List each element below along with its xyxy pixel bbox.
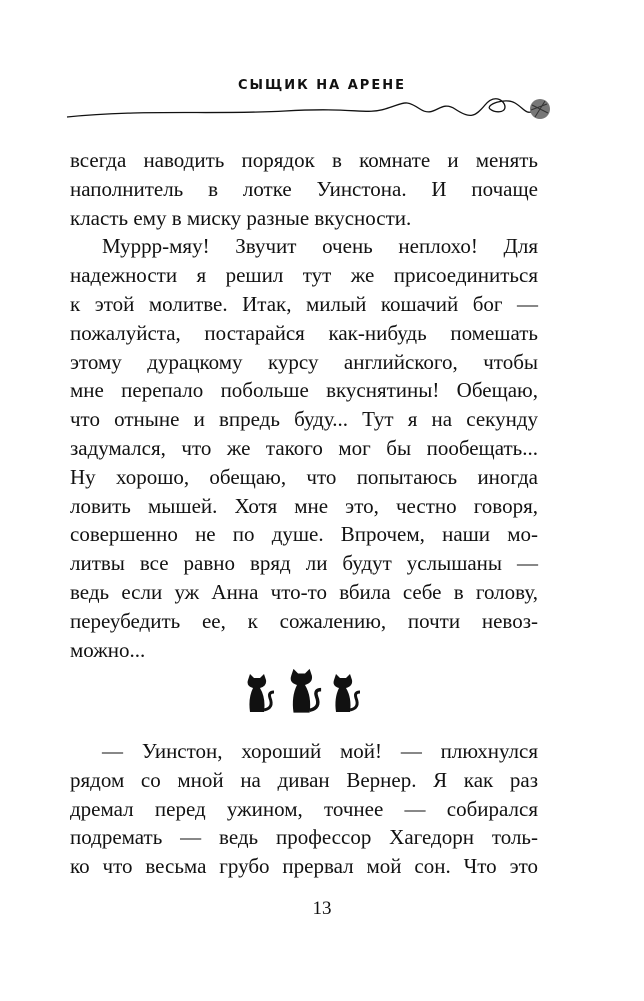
- text-line: класть ему в миску разные вкусности.: [70, 205, 412, 230]
- text-line: ко что весьма грубо прервал мой сон. Что это: [70, 854, 538, 879]
- text-line: этому дурацкому курсу английского, чтобы: [70, 349, 538, 374]
- page-number: 13: [312, 898, 332, 919]
- body-text-block-1: [70, 146, 538, 664]
- text-line: наполнитель в лотке Уинстона. И почаще: [70, 176, 538, 201]
- body-text-block-2: [70, 737, 538, 881]
- text-line: к этой молитве. Итак, милый кошачий бог —: [70, 291, 538, 316]
- text-line: мне перепало побольше вкуснятины! Обещаю,: [70, 378, 538, 403]
- text-line: ловить мышей. Хотя мне это, честно говоря,: [70, 493, 538, 518]
- cat-icon: [248, 674, 274, 712]
- running-title: СЫЩИК НА АРЕНЕ: [238, 78, 406, 93]
- text-line: Ну хорошо, обещаю, что попытаюсь иногда: [70, 464, 538, 489]
- text-line: переубедить ее, к сожалению, почти невоз-: [70, 608, 538, 633]
- cat-icon: [291, 669, 321, 713]
- text-line: надежности я решил тут же присоединиться: [70, 263, 538, 288]
- text-line: подремать — ведь профессор Хагедорн толь-: [70, 825, 538, 850]
- text-line: Муррр-мяу! Звучит очень неплохо! Для: [102, 234, 538, 259]
- text-line: рядом со мной на диван Вернер. Я как раз: [70, 767, 538, 792]
- text-line: дремал перед ужином, точнее — собирался: [70, 796, 538, 821]
- three-cats-ornament-icon: [240, 668, 370, 718]
- text-line: всегда наводить порядок в комнате и менять: [70, 148, 538, 172]
- text-line: что отныне и впредь буду... Тут я на секунду: [70, 407, 538, 432]
- text-line: — Уинстон, хороший мой! — плюхнулся: [102, 739, 538, 763]
- cat-icon: [334, 674, 360, 712]
- text-line: пожалуйста, постарайся как-нибудь помешать: [70, 320, 538, 345]
- text-line: можно...: [70, 637, 146, 662]
- text-line: ведь если уж Анна что-то вбила себе в голову,: [70, 579, 538, 604]
- text-line: литвы все равно вряд ли будут услышаны —: [70, 551, 538, 576]
- text-line: совершенно не по душе. Впрочем, наши мо-: [70, 522, 538, 547]
- yarn-thread-ornament-icon: [65, 95, 555, 125]
- text-line: задумался, что же такого мог бы пообещать...: [70, 435, 538, 460]
